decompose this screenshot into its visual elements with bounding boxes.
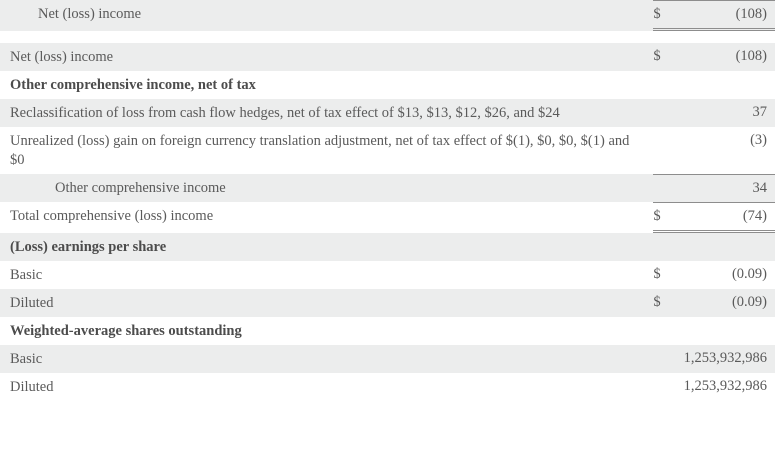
row-label-cell: [0, 261, 653, 289]
currency-symbol-cell: [653, 261, 681, 289]
row-label: Net (loss) income: [38, 6, 142, 22]
row-label-cell: [0, 71, 653, 99]
row-value: [682, 71, 775, 98]
currency-symbol: [653, 71, 681, 98]
row-value: (74): [682, 202, 775, 233]
row-value-cell: [682, 43, 775, 71]
row-label-cell: [0, 174, 653, 202]
currency-symbol: $: [653, 202, 681, 233]
currency-symbol-cell: [653, 71, 681, 99]
row-value-cell: [682, 289, 775, 317]
row-value: (0.09): [731, 294, 767, 310]
currency-symbol-cell: [653, 233, 681, 261]
table-row: [0, 0, 775, 31]
currency-symbol-cell: [653, 373, 681, 401]
row-label-cell: [0, 233, 653, 261]
currency-symbol: [653, 99, 681, 126]
row-label: Reclassification of loss from cash flow hedges, net of tax effect of $13, $13, $12, $26, and $24: [10, 105, 560, 122]
currency-symbol: [653, 127, 681, 154]
row-label-cell: [0, 99, 653, 127]
row-value: 1,253,932,986: [683, 350, 767, 367]
row-label: Total comprehensive (loss) income: [10, 207, 214, 224]
row-label: (Loss) earnings per share: [10, 238, 167, 255]
row-value-cell: [682, 233, 775, 261]
row-label-cell: [0, 0, 653, 31]
row-label-cell: [0, 127, 653, 173]
table-row: [0, 43, 775, 71]
row-value-cell: [682, 373, 775, 401]
row-label: Basic: [10, 351, 43, 368]
row-label: Diluted: [10, 295, 54, 311]
row-label-cell: [0, 345, 653, 373]
row-value: 37: [752, 104, 767, 121]
row-label-cell: [0, 43, 653, 71]
row-value-cell: [682, 174, 775, 202]
currency-symbol-cell: [653, 202, 681, 233]
table-row: [0, 127, 775, 173]
table-row: [0, 202, 775, 233]
row-label: Unrealized (loss) gain on foreign currency translation adjustment, net of tax effect of $(1), $0, $0, $(1) and $0: [10, 133, 630, 168]
row-label-cell: [0, 373, 653, 401]
spacer-cell: [0, 31, 775, 43]
table-row: [0, 317, 775, 345]
row-label-cell: [0, 202, 653, 233]
row-label: Basic: [10, 266, 43, 283]
row-value-cell: [682, 202, 775, 233]
row-value-cell: [682, 0, 775, 31]
row-value-cell: [682, 261, 775, 289]
currency-symbol: [653, 233, 681, 260]
row-value: [682, 317, 775, 344]
row-value-cell: [682, 317, 775, 345]
currency-symbol: $: [653, 294, 661, 310]
currency-symbol-cell: [653, 127, 681, 173]
currency-symbol: [653, 317, 681, 344]
currency-symbol-cell: [653, 174, 681, 202]
table-row: [0, 261, 775, 289]
row-label: Diluted: [10, 379, 54, 396]
currency-symbol: $: [653, 265, 661, 282]
row-label: Net (loss) income: [10, 49, 114, 65]
table-row-spacer: [0, 31, 775, 43]
row-value-cell: [682, 345, 775, 373]
currency-symbol-cell: [653, 0, 681, 31]
row-value: (108): [682, 0, 775, 31]
row-value: 34: [682, 174, 775, 202]
currency-symbol-cell: [653, 99, 681, 127]
row-value: (3): [750, 132, 767, 149]
table-row: [0, 71, 775, 99]
table-row: [0, 373, 775, 401]
currency-symbol: $: [653, 48, 661, 64]
row-label: Other comprehensive income, net of tax: [10, 77, 256, 94]
currency-symbol-cell: [653, 43, 681, 71]
currency-symbol: [653, 373, 681, 400]
row-value-cell: [682, 99, 775, 127]
row-label: Other comprehensive income: [55, 179, 226, 196]
currency-symbol: $: [653, 0, 681, 31]
row-label: Weighted-average shares outstanding: [10, 323, 242, 340]
currency-symbol: [653, 345, 681, 372]
table-row: [0, 233, 775, 261]
table-row: [0, 174, 775, 202]
table-row: [0, 289, 775, 317]
table-row: [0, 345, 775, 373]
currency-symbol-cell: [653, 345, 681, 373]
row-value: 1,253,932,986: [683, 378, 767, 395]
table-row: [0, 99, 775, 127]
currency-symbol-cell: [653, 317, 681, 345]
row-value-cell: [682, 127, 775, 173]
row-value: [682, 233, 775, 260]
currency-symbol-cell: [653, 289, 681, 317]
row-value-cell: [682, 71, 775, 99]
row-value: (0.09): [731, 265, 767, 282]
row-label-cell: [0, 289, 653, 317]
currency-symbol: [653, 174, 681, 202]
row-label-cell: [0, 317, 653, 345]
row-value: (108): [735, 48, 767, 64]
